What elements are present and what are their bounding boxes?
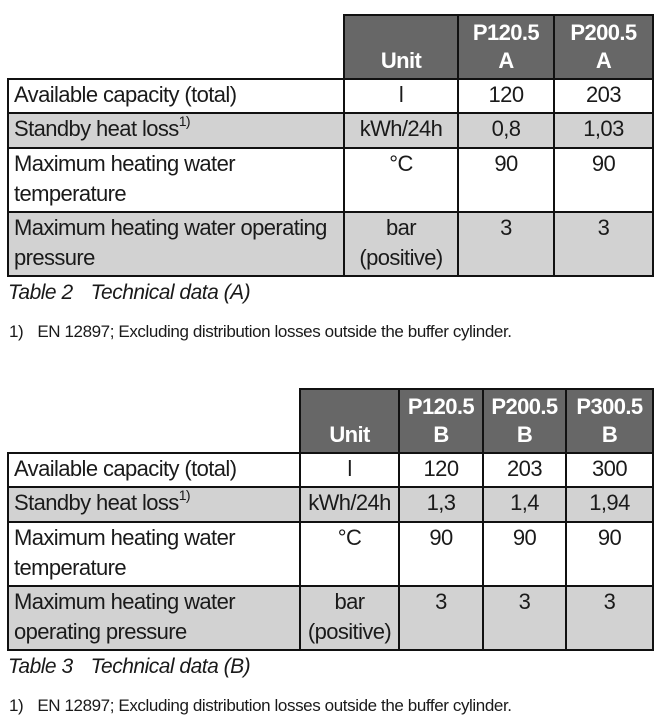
table-row <box>8 148 653 212</box>
row-value: 90 <box>483 522 566 586</box>
row-value: 90 <box>458 148 554 212</box>
row-label: Available capacity (total) <box>8 79 344 113</box>
header-model-p200-5-b: P200.5 B <box>483 389 566 453</box>
footnote-b <box>9 696 512 716</box>
table-header-row <box>8 389 653 453</box>
row-value: 1,3 <box>399 487 483 522</box>
row-value: 90 <box>399 522 483 586</box>
row-value: 3 <box>458 212 554 276</box>
header-model-p200-5-a: P200.5 A <box>554 15 653 79</box>
table-row <box>8 487 653 522</box>
row-unit: °C <box>300 522 399 586</box>
row-value: 3 <box>483 586 566 650</box>
row-value: 1,94 <box>566 487 653 522</box>
row-value: 3 <box>554 212 653 276</box>
caption-number: Table 2 <box>8 281 73 304</box>
technical-data-table-b <box>7 388 654 651</box>
footnote-text: EN 12897; Excluding distribution losses outside the buffer cylinder. <box>37 322 512 341</box>
table-caption-b <box>8 655 250 679</box>
row-label: Maximum heating water operating pressure <box>8 212 344 276</box>
header-blank-cell <box>8 15 344 79</box>
caption-title: Technical data (B) <box>90 655 251 678</box>
header-model-p300-5-b: P300.5 B <box>566 389 653 453</box>
row-value: 120 <box>458 79 554 113</box>
row-unit: bar (positive) <box>300 586 399 650</box>
table-caption-a <box>8 281 250 305</box>
table-row <box>8 586 653 650</box>
row-value: 1,03 <box>554 113 653 148</box>
row-value: 203 <box>483 453 566 487</box>
row-label: Maximum heating water operating pressure <box>8 586 300 650</box>
header-unit: Unit <box>344 15 458 79</box>
row-label: Maximum heating water temperature <box>8 148 344 212</box>
row-value: 1,4 <box>483 487 566 522</box>
header-model-p120-5-b: P120.5 B <box>399 389 483 453</box>
header-unit: Unit <box>300 389 399 453</box>
row-value: 90 <box>566 522 653 586</box>
row-value: 3 <box>566 586 653 650</box>
table-row <box>8 522 653 586</box>
caption-number: Table 3 <box>8 655 73 678</box>
row-unit: °C <box>344 148 458 212</box>
row-label: Standby heat loss$^{1)}$ <box>8 113 344 148</box>
row-value: 300 <box>566 453 653 487</box>
row-value: 203 <box>554 79 653 113</box>
row-label: Available capacity (total) <box>8 453 300 487</box>
row-unit: bar (positive) <box>344 212 458 276</box>
row-label: Standby heat loss$^{1)}$ <box>8 487 300 522</box>
footnote-ref: 1) <box>178 112 190 129</box>
row-value: 90 <box>554 148 653 212</box>
table-row <box>8 79 653 113</box>
header-blank-cell <box>8 389 300 453</box>
footnote-marker: 1) <box>9 696 24 715</box>
row-value: 120 <box>399 453 483 487</box>
technical-data-table-a <box>7 14 654 277</box>
row-value: 3 <box>399 586 483 650</box>
footnote-text: EN 12897; Excluding distribution losses outside the buffer cylinder. <box>37 696 512 715</box>
row-unit: kWh/24h <box>344 113 458 148</box>
row-label: Maximum heating water temperature <box>8 522 300 586</box>
row-value: 0,8 <box>458 113 554 148</box>
footnote-a <box>9 322 512 342</box>
table-header-row <box>8 15 653 79</box>
footnote-ref: 1) <box>178 486 190 503</box>
row-unit: kWh/24h <box>300 487 399 522</box>
caption-title: Technical data (A) <box>90 281 251 304</box>
table-row <box>8 453 653 487</box>
header-model-p120-5-a: P120.5 A <box>458 15 554 79</box>
footnote-marker: 1) <box>9 322 24 341</box>
row-unit: l <box>300 453 399 487</box>
table-row <box>8 212 653 276</box>
table-row <box>8 113 653 148</box>
row-unit: l <box>344 79 458 113</box>
